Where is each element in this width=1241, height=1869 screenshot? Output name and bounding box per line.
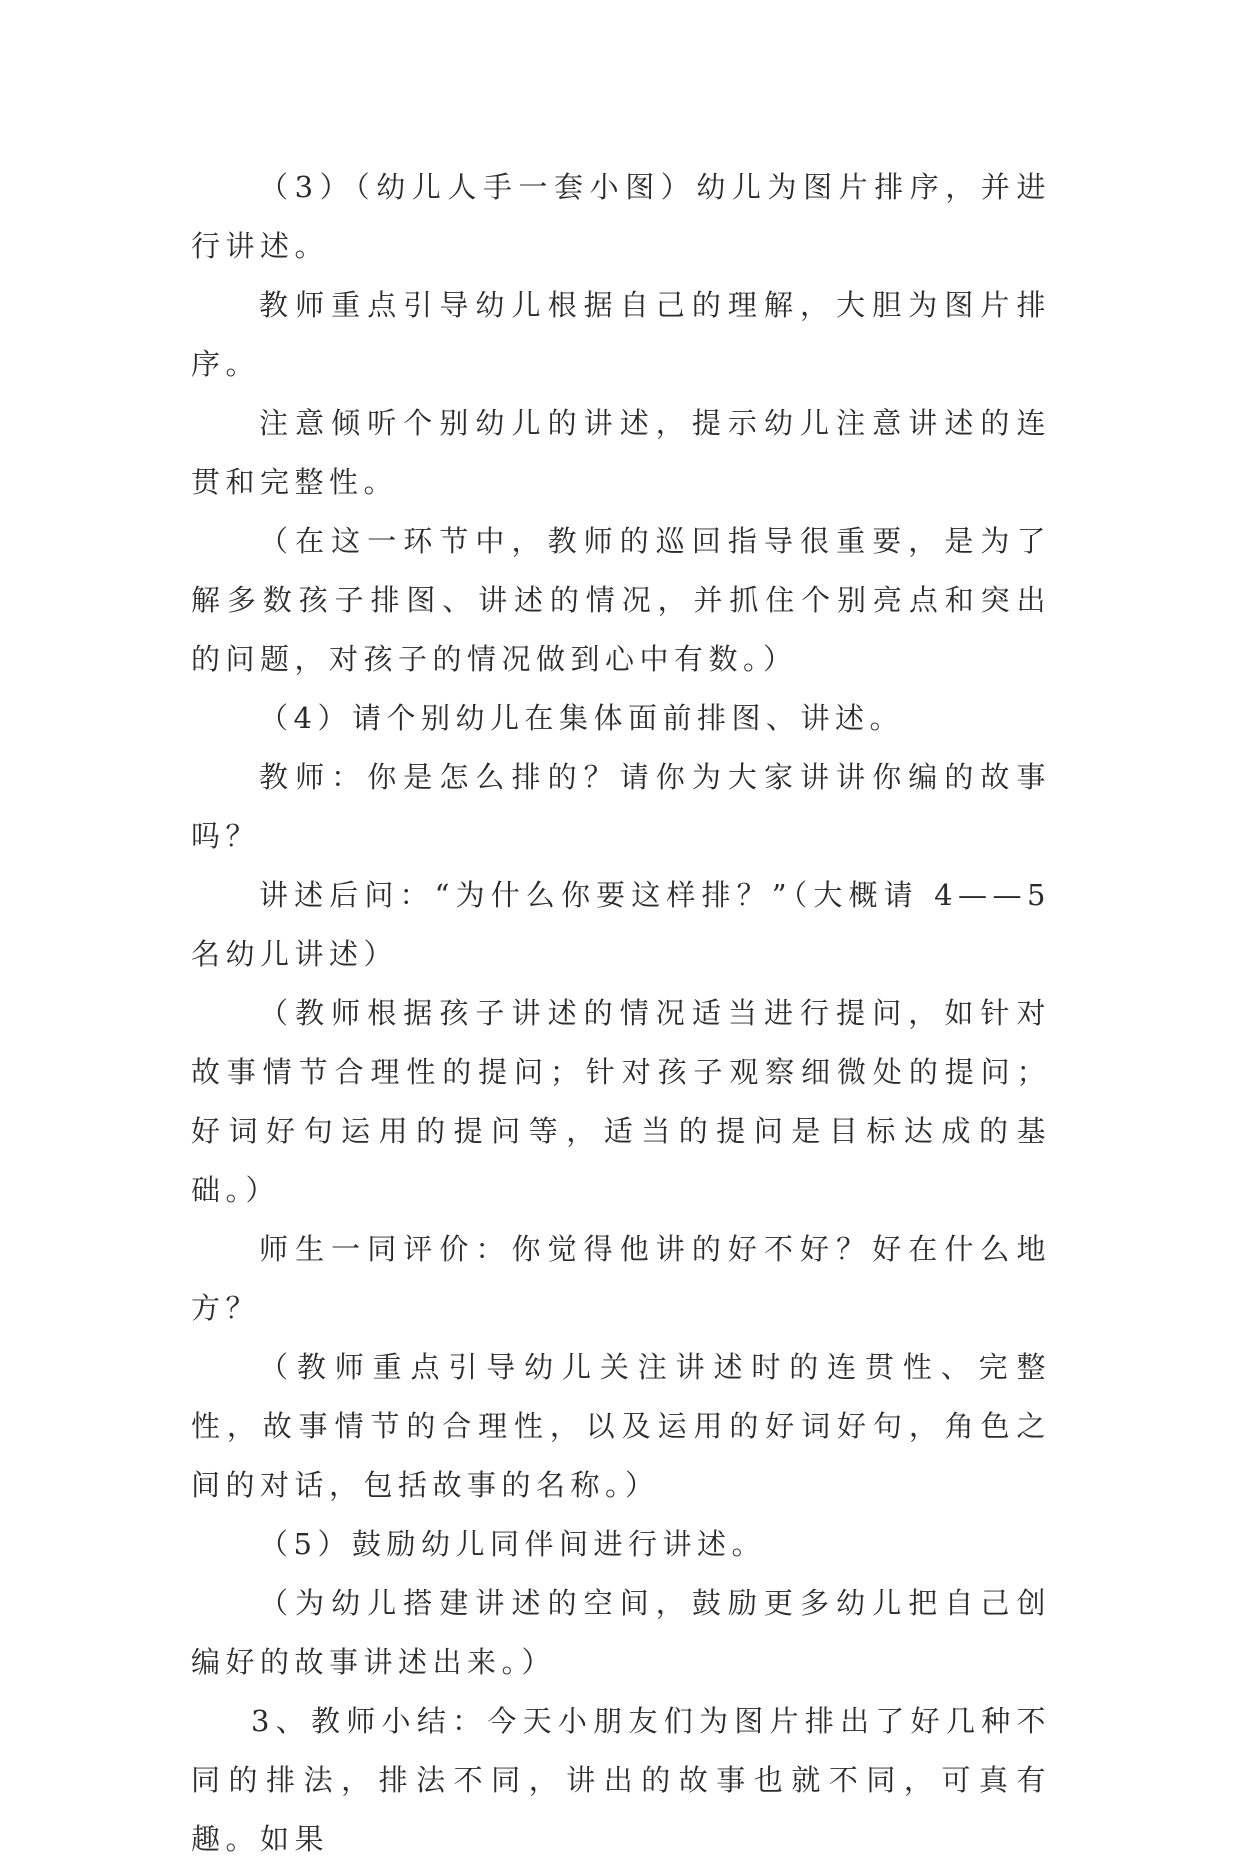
- paragraph-11: （5）鼓励幼儿同伴间进行讲述。: [259, 1527, 766, 1561]
- document-body: [191, 158, 1051, 1869]
- paragraph-12: （为幼儿搭建讲述的空间，鼓励更多幼儿把自己创编好的故事讲述出来。）: [191, 1586, 1051, 1679]
- paragraph-7: 讲述后问：“为什么你要这样排？”（大概请 4——5 名幼儿讲述）: [191, 878, 1051, 971]
- paragraph-1: （3）（幼儿人手一套小图）幼儿为图片排序，并进行讲述。: [191, 170, 1051, 263]
- paragraph-4: （在这一环节中，教师的巡回指导很重要，是为了解多数孩子排图、讲述的情况，并抓住个别亮点和突出的问题，对孩子的情况做到心中有数。）: [191, 524, 1051, 676]
- paragraph-2: 教师重点引导幼儿根据自己的理解，大胆为图片排序。: [191, 288, 1051, 381]
- paragraph-10: （教师重点引导幼儿关注讲述时的连贯性、完整性，故事情节的合理性，以及运用的好词好句，角色之间的对话，包括故事的名称。）: [191, 1350, 1051, 1502]
- paragraph-8: （教师根据孩子讲述的情况适当进行提问，如针对故事情节合理性的提问；针对孩子观察细微处的提问；好词好句运用的提问等，适当的提问是目标达成的基础。）: [191, 996, 1051, 1207]
- paragraph-5: （4）请个别幼儿在集体面前排图、讲述。: [259, 701, 904, 735]
- paragraph-13: 3、教师小结：今天小朋友们为图片排出了好几种不同的排法，排法不同，讲出的故事也就不同，可真有趣。如果: [191, 1704, 1051, 1856]
- paragraph-3: 注意倾听个别幼儿的讲述，提示幼儿注意讲述的连贯和完整性。: [191, 406, 1051, 499]
- paragraph-9: 师生一同评价：你觉得他讲的好不好？好在什么地方？: [191, 1232, 1051, 1325]
- paragraph-6: 教师：你是怎么排的？请你为大家讲讲你编的故事吗？: [191, 760, 1051, 853]
